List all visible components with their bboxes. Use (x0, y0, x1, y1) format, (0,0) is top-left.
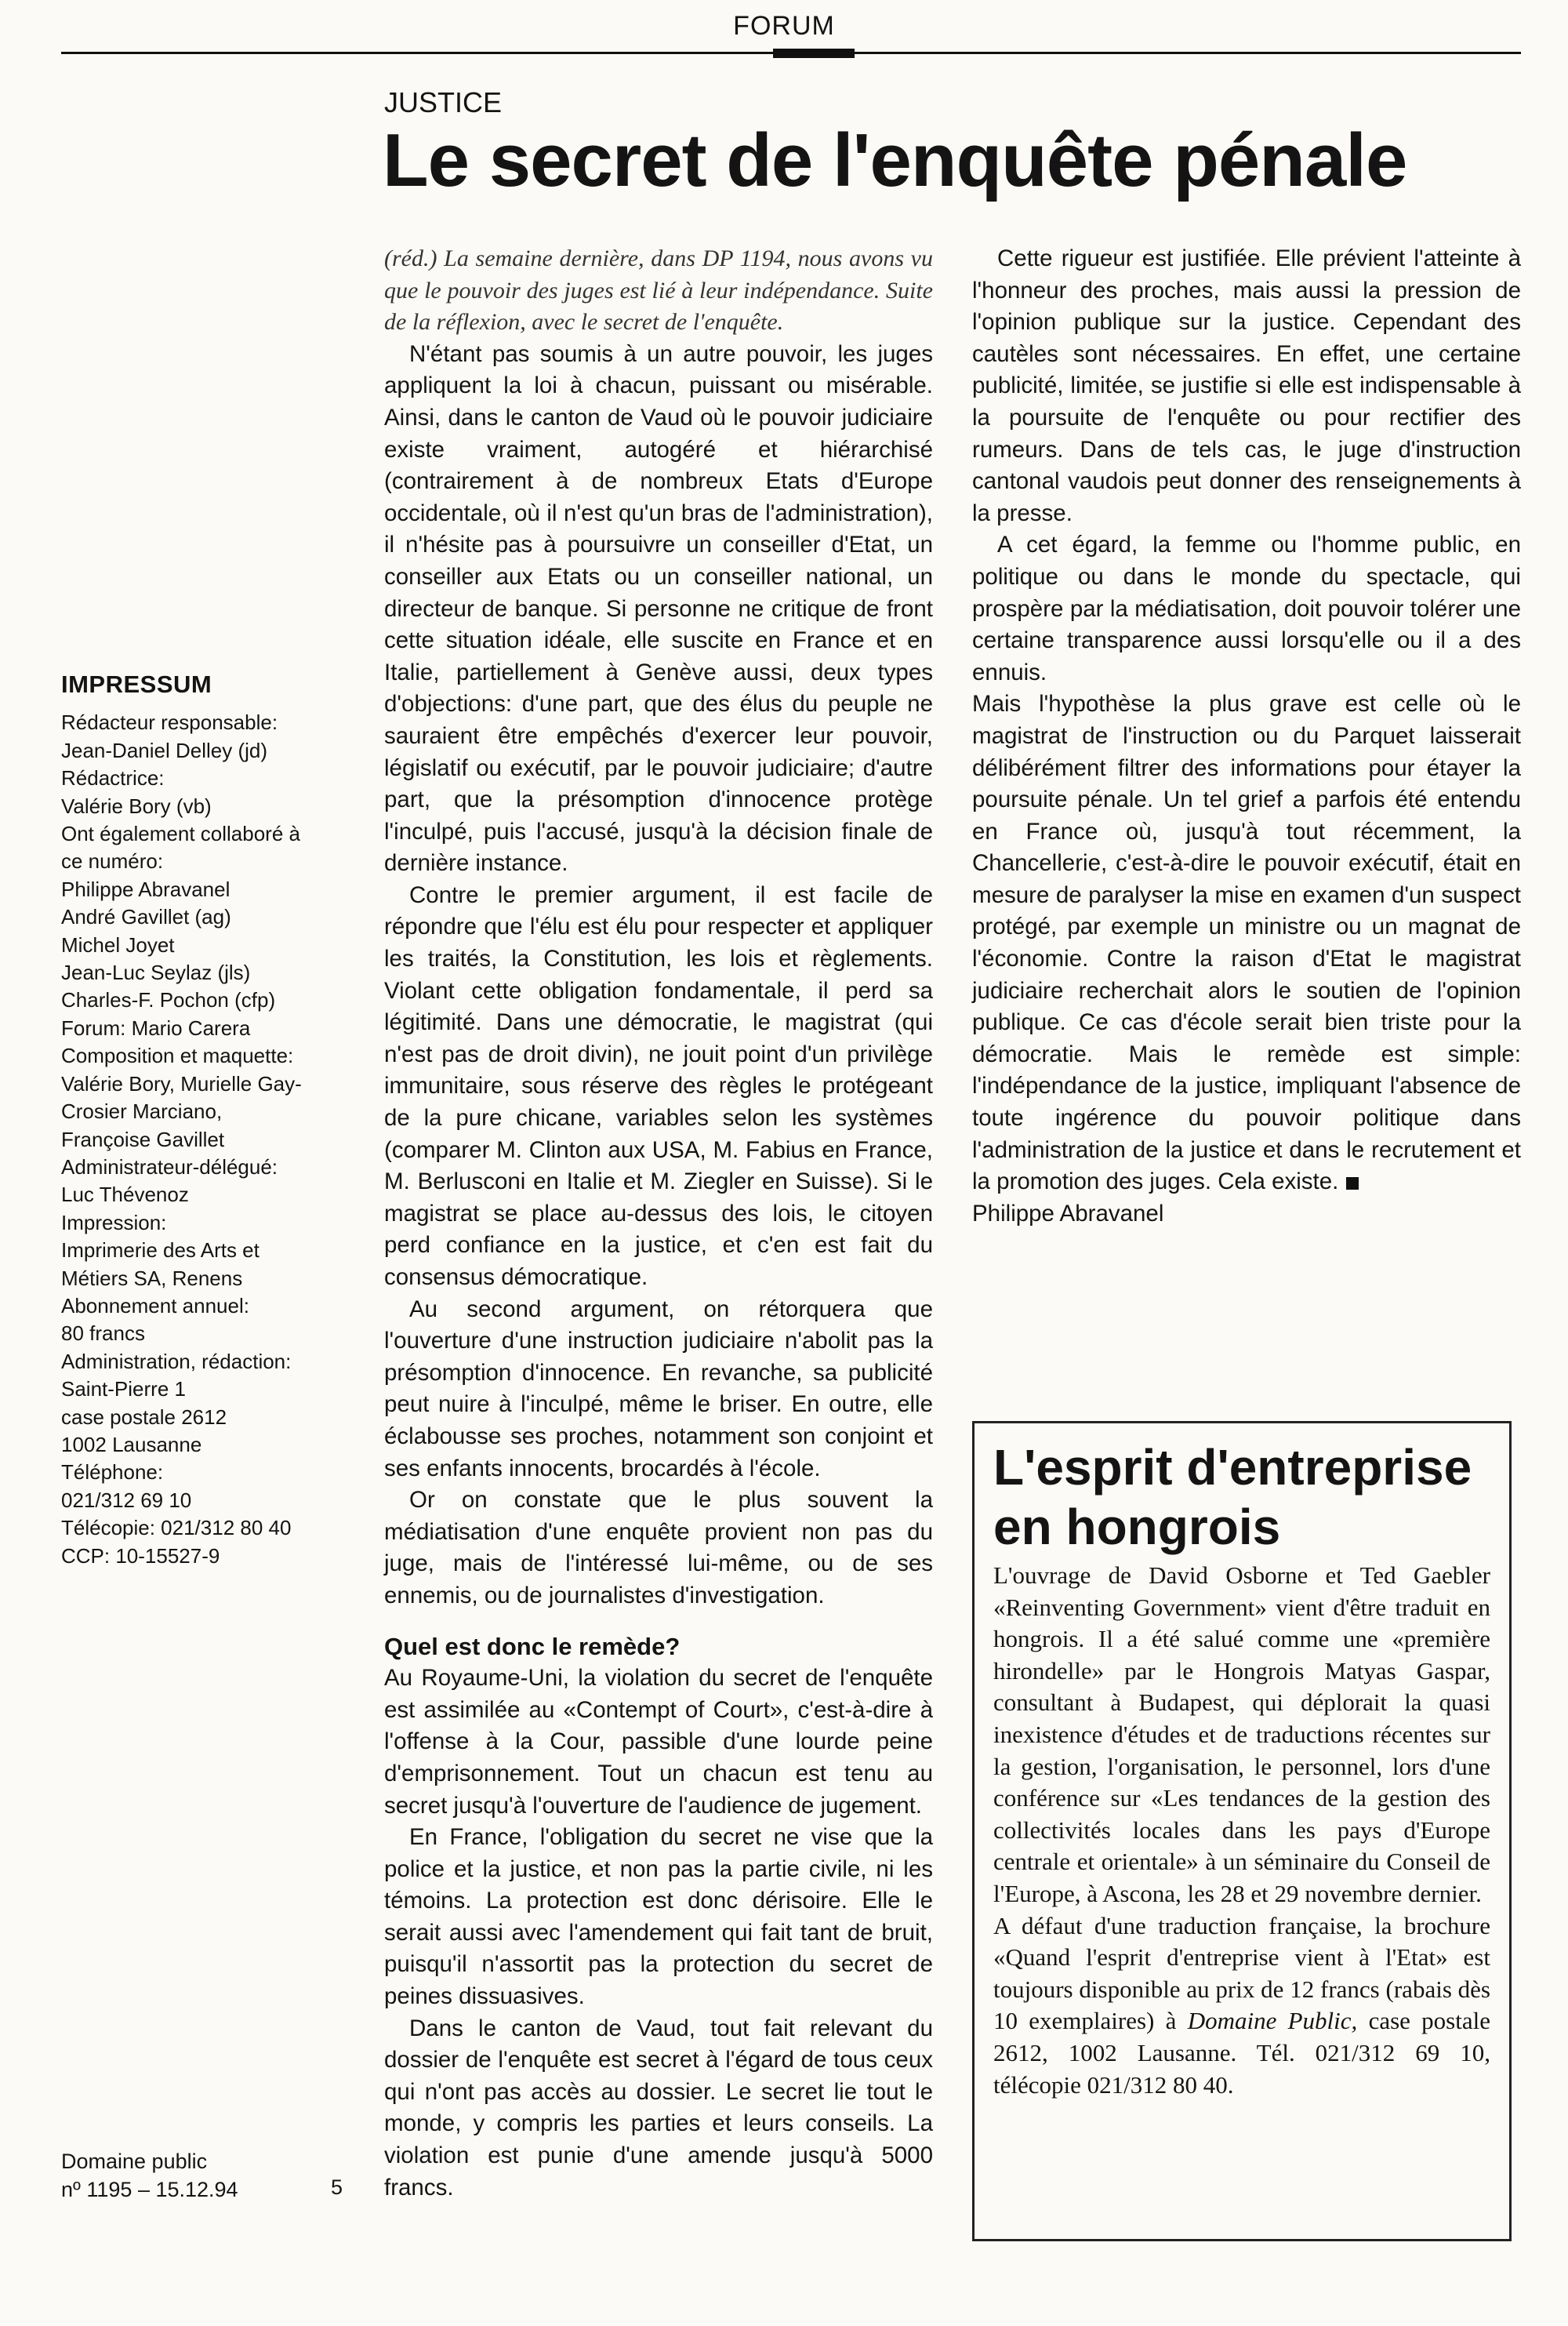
impressum-line: Impression: (61, 1210, 167, 1234)
article-column-1 (384, 243, 933, 2204)
impressum-line: 80 francs (61, 1321, 145, 1346)
sidebar-box (972, 1421, 1512, 2241)
impressum-line: Imprimerie des Arts et (61, 1238, 260, 1263)
impressum-line: Luc Thévenoz (61, 1183, 189, 1207)
impressum-line: case postale 2612 (61, 1405, 227, 1429)
impressum-line: Composition et maquette: (61, 1044, 294, 1068)
box-title-line: en hongrois (993, 1499, 1281, 1555)
article-paragraph: N'étant pas soumis à un autre pouvoir, les juges appliquent la loi à chacun, puissant ou misérable. Ainsi, dans le canton de Vaud où le pouvoir judiciaire existe vraiment, autogéré et hiérarchisé (contrairement à de nombreux Etats d'Europe occidentale, où il n'est qu'un bras de l'administration), il n'hésite pas à poursuivre un conseiller d'Etat, un conseiller aux Etats ou un conseiller national, un directeur de banque. Si personne ne critique de front cette situation idéale, elle suscite en France et en Italie, partiellement à Genève aussi, deux types d'objections: d'une part, que des élus du peuple ne sauraient être empêchés d'exercer leur pouvoir, législatif ou exécutif, par le pouvoir judiciaire; d'autre part, que la présomption d'innocence protège l'inculpé, puis l'accusé, jusqu'à la décision finale de dernière instance. (384, 340, 933, 877)
box-text-italic: Domaine Public, (1187, 2007, 1358, 2035)
impressum-line: Administrateur-délégué: (61, 1154, 278, 1179)
impressum-line: Valérie Bory, Murielle Gay- (61, 1071, 302, 1096)
section-label: FORUM (733, 11, 835, 41)
article-paragraph: Or on constate que le plus souvent la médiatisation d'une enquête provient non pas du juge, mais de l'intéressé lui-même, ou de ses ennemis, ou de journalistes d'investigation. (384, 1487, 933, 1608)
impressum-line: Forum: Mario Carera (61, 1016, 251, 1040)
page-number: 5 (331, 2175, 343, 2199)
impressum-line: André Gavillet (ag) (61, 905, 231, 929)
box-text: A défaut d'une traduction française, la brochure «Quand l'esprit d'entreprise vient à l'Etat» est toujours disponible au prix de 12 francs (rabais dès 10 exemplaires) à (993, 1911, 1490, 2035)
article-subheading: Quel est donc le remède? (384, 1632, 681, 1660)
article-paragraph-final (972, 689, 1521, 1198)
impressum-line: Rédactrice: (61, 766, 165, 790)
box-paragraph (993, 1910, 1490, 2102)
impressum-line: Ont également collaboré à (61, 822, 300, 846)
article-title: Le secret de l'enquête pénale (383, 118, 1407, 202)
article-paragraph: Dans le canton de Vaud, tout fait relevant du dossier de l'enquête est secret à l'égard de tous ceux qui n'ont pas accès au dossier. Le secret lie tout le monde, y compris les parties et leurs conseils. La violation est punie d'une amende jusqu'à 5000 francs. (384, 2015, 933, 2201)
impressum-line: Téléphone: (61, 1460, 164, 1485)
impressum-line: Métiers SA, Renens (61, 1266, 243, 1290)
article-paragraph: En France, l'obligation du secret ne vise que la police et la justice, et non pas la partie civile, ni les témoins. La protection est donc dérisoire. Elle le serait aussi avec l'amendement qui fait tant de bruit, puisqu'il n'assortit pas la protection du secret de peines dissuasives. (384, 1824, 933, 2010)
article-intro: (réd.) La semaine dernière, dans DP 1194, nous avons vu que le pouvoir des juges est lié à leur indépendance. Suite de la réflexion, avec le secret de l'enquête. (384, 245, 933, 336)
box-title-line: L'esprit d'entreprise (993, 1439, 1472, 1496)
impressum-line: Françoise Gavillet (61, 1127, 225, 1151)
box-title (993, 1437, 1490, 1557)
article-paragraph: A cet égard, la femme ou l'homme public, en politique ou dans le monde du spectacle, qui prospère par la médiatisation, doit pouvoir tolérer une certaine transparence aussi lorsqu'elle ou il a des ennuis. (972, 532, 1521, 685)
end-of-article-mark (1346, 1177, 1359, 1190)
impressum-line: Jean-Daniel Delley (jd) (61, 738, 267, 762)
impressum-line: Philippe Abravanel (61, 877, 230, 901)
article-author: Philippe Abravanel (972, 1200, 1164, 1227)
publication-name: Domaine public (61, 2150, 208, 2173)
impressum-line: ce numéro: (61, 849, 164, 874)
article-column-2 (972, 243, 1521, 1230)
article-paragraph: Au second argument, on rétorquera que l'ouverture d'une instruction judiciaire n'abolit pas la présomption d'innocence. En revanche, sa publicité peut nuire à l'inculpé, même le briser. En outre, elle éclabousse ses proches, notamment son conjoint et ses enfants innocents, brocardés à l'école. (384, 1296, 933, 1481)
header-tab-marker (773, 49, 855, 58)
box-body (993, 1560, 1490, 2101)
impressum-line: 021/312 69 10 (61, 1488, 192, 1512)
impressum-line: Saint-Pierre 1 (61, 1377, 186, 1401)
issue-number: nº 1195 – 15.12.94 (61, 2178, 238, 2201)
impressum-line: Crosier Marciano, (61, 1099, 223, 1124)
impressum-line: Abonnement annuel: (61, 1293, 249, 1317)
impressum-line: 1002 Lausanne (61, 1432, 202, 1456)
box-paragraph: L'ouvrage de David Osborne et Ted Gaebler «Reinventing Government» vient d'être traduit en hongrois. Il a été salué comme une «première hirondelle» par le Hongrois Matyas Gaspar, consultant à Budapest, qui déplorait la quasi inexistence d'études et de traductions récentes sur la gestion, l'organisation, le personnel, lors d'une conférence sur «Les tendances de la gestion des collectivités locales dans les pays d'Europe centrale et orientale» à un séminaire du Conseil de l'Europe, à Ascona, les 28 et 29 novembre dernier. (993, 1561, 1490, 1907)
article-paragraph: Contre le premier argument, il est facile de répondre que l'élu est élu pour respecter et appliquer les traités, la Constitution, les lois et règlements. Violant cette obligation fondamentale, il perd sa légitimité. Dans une démocratie, le magistrat (qui n'est pas de droit divin), ne jouit point d'un privilège immunitaire, sous réserve des règles le protégeant de la pure chicane, variables selon les systèmes (comparer M. Clinton aux USA, M. Fabius en France, M. Berlusconi en Italie et M. Ziegler en Suisse). Si le magistrat se place au-dessus des lois, le citoyen perd confiance en la justice, et c'en est fait du consensus démocratique. (384, 881, 933, 1290)
article-paragraph: Au Royaume-Uni, la violation du secret de l'enquête est assimilée au «Contempt of Court», c'est-à-dire à l'offense à la Cour, passible d'une lourde peine d'emprisonnement. Tout un chacun est tenu au secret jusqu'à l'ouverture de l'audience de jugement. (384, 1665, 933, 1819)
impressum-line: Michel Joyet (61, 932, 175, 957)
impressum-line: Charles-F. Pochon (cfp) (61, 988, 276, 1012)
impressum-line: CCP: 10-15527-9 (61, 1543, 220, 1568)
impressum-line: Jean-Luc Seylaz (jls) (61, 961, 251, 985)
impressum-line: Télécopie: 021/312 80 40 (61, 1516, 292, 1540)
impressum-line: Rédacteur responsable: (61, 711, 278, 735)
impressum-line: Valérie Bory (vb) (61, 794, 212, 818)
article-paragraph: Cette rigueur est justifiée. Elle prévient l'atteinte à l'honneur des proches, mais aussi la pression de l'opinion publique sur la justice. Cependant des cautèles sont nécessaires. En effet, une certaine publicité, limitée, se justifie si elle est indispensable à la poursuite de l'enquête ou pour rectifier des rumeurs. Dans de tels cas, le juge d'instruction cantonal vaudois peut donner des renseignements à la presse. (972, 245, 1521, 526)
box-text: case postale 2612, 1002 Lausanne. Tél. 021/312 69 10, télécopie 021/312 80 40. (993, 2007, 1490, 2099)
article-kicker: JUSTICE (384, 86, 503, 118)
impressum-line: Administration, rédaction: (61, 1349, 292, 1373)
page-footer (61, 2147, 351, 2204)
impressum (61, 671, 351, 1570)
article-paragraph-text: Mais l'hypothèse la plus grave est celle où le magistrat de l'instruction ou du Parquet laisserait délibérément filtrer des informations pour étayer la poursuite pénale. Un tel grief a parfois été entendu en France où, jusqu'à tout récemment, la Chancellerie, c'est-à-dire le pouvoir exécutif, était en mesure de paralyser la mise en examen d'un suspect protégé, par exemple un ministre ou un magnat de l'économie. Contre la raison d'Etat le magistrat judiciaire recherchait alors le soutien de l'opinion publique. Ce cas d'école serait bien triste pour la démocratie. Mais le remède est simple: l'indépendance de la justice, impliquant l'absence de toute ingérence du pouvoir politique dans l'administration de la justice et dans le recrutement et la promotion des juges. Cela existe. (972, 691, 1521, 1195)
impressum-title: IMPRESSUM (61, 671, 212, 698)
